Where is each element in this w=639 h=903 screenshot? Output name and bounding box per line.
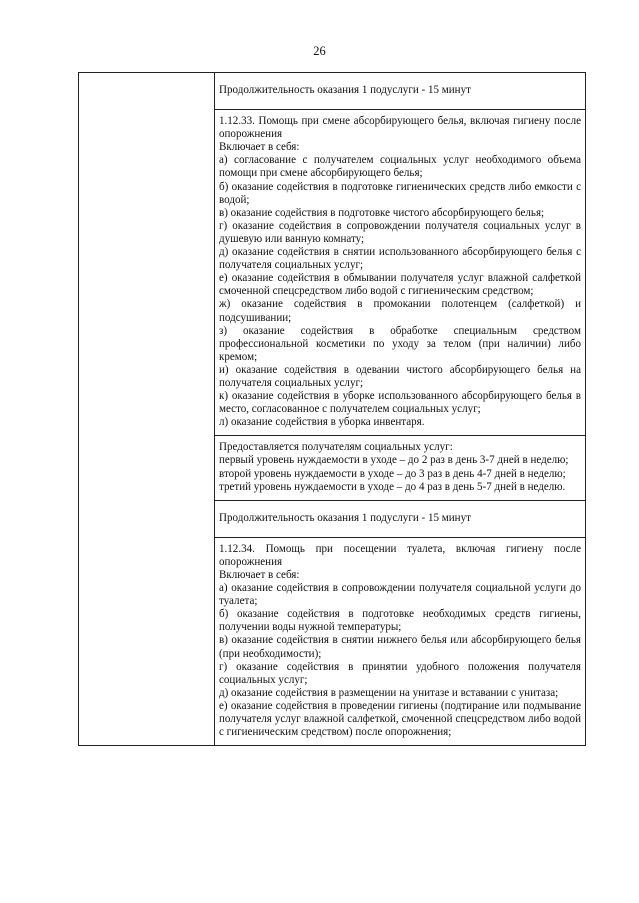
duration-text: Продолжительность оказания 1 подуслуги - 15 минут [219, 511, 471, 524]
list-item: первый уровень нуждаемости в уходе – до 2 раз в день 3-7 дней в неделю; [219, 454, 569, 467]
provision-heading: Предоставляется получателям социальных услуг: [219, 441, 453, 454]
page-number: 26 [313, 44, 326, 58]
list-item: в) оказание содействия в снятии нижнего белья или абсорбирующего белья (при необходимости); [219, 634, 581, 660]
service-cell-1-12-33 [215, 110, 586, 436]
list-item: е) оказание содействия в обмывании получателя услуг влажной салфеткой смоченной спецсредством либо водой с гигиеническим средством; [219, 272, 581, 298]
list-item: к) оказание содействия в уборке использованного абсорбирующего белья в место, согласованное с получателем социальных услуг; [219, 390, 581, 416]
provision-cell [215, 436, 586, 500]
duration-cell-2 [215, 500, 586, 537]
list-item: ж) оказание содействия в промокании полотенцем (салфеткой) и подсушивании; [219, 298, 581, 324]
list-item: а) согласование с получателем социальных услуг необходимого объема помощи при смене абсорбирующего белья; [219, 154, 581, 180]
list-item: л) оказание содействия в уборка инвентаря. [219, 416, 425, 429]
includes-label: Включает в себя: [219, 141, 300, 154]
service-title: 1.12.33. Помощь при смене абсорбирующего белья, включая гигиену после опорожнения [219, 115, 581, 141]
table-row [79, 73, 586, 110]
list-item: г) оказание содействия в сопровождении получателя социальных услуг в душевую или ванную комнату; [219, 219, 581, 245]
list-item: е) оказание содействия в проведении гигиены (подтирание или подмывание получателя услуг влажной салфеткой, смоченной спецсредством либо водой с гигиеническим средством) после опорожнения; [219, 699, 581, 739]
left-empty-cell [79, 73, 215, 746]
list-item: в) оказание содействия в подготовке чистого абсорбирующего белья; [219, 206, 545, 219]
duration-text: Продолжительность оказания 1 подуслуги - 15 минут [219, 84, 471, 96]
list-item: третий уровень нуждаемости в уходе – до 4 раз в день 5-7 дней в неделю. [219, 480, 566, 493]
list-item: г) оказание содействия в принятии удобного положения получателя социальных услуг; [219, 660, 581, 686]
service-title: 1.12.34. Помощь при посещении туалета, включая гигиену после опорожнения [219, 542, 581, 568]
list-item: а) оказание содействия в сопровождении получателя социальной услуги до туалета; [219, 582, 581, 608]
service-cell-1-12-34 [215, 537, 586, 745]
duration-cell-1 [215, 73, 586, 110]
list-item: и) оказание содействия в одевании чистого абсорбирующего белья на получателя социальных услуг; [219, 363, 581, 389]
list-item: б) оказание содействия в подготовке гигиенических средств либо емкости с водой; [219, 180, 581, 206]
services-table [78, 72, 586, 746]
list-item: д) оказание содействия в размещении на унитазе и вставании с унитаза; [219, 686, 559, 699]
includes-label: Включает в себя: [219, 569, 300, 581]
list-item: д) оказание содействия в снятии использованного абсорбирующего белья с получателя социальных услуг; [219, 246, 581, 272]
list-item: б) оказание содействия в подготовке необходимых средств гигиены, получении воды нужной температуры; [219, 608, 581, 634]
list-item: з) оказание содействия в обработке специальным средством профессиональной косметики по уходу за телом (при наличии) либо кремом; [219, 324, 581, 363]
list-item: второй уровень нуждаемости в уходе – до 3 раз в день 4-7 дней в неделю; [219, 467, 566, 480]
